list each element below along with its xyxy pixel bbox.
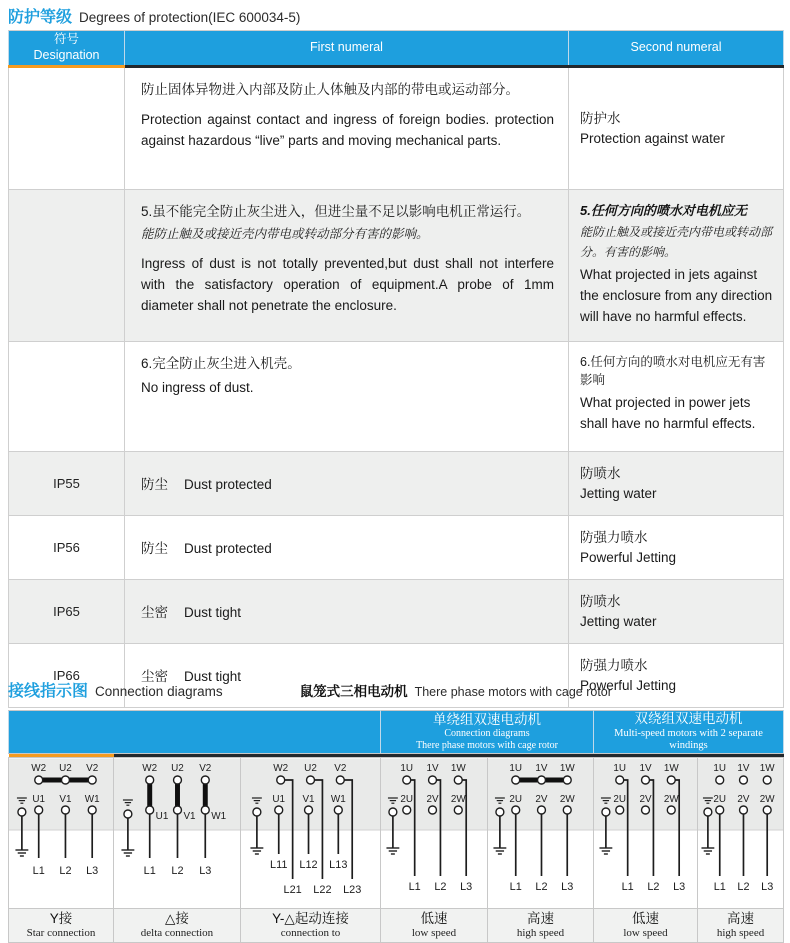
en-text: What projected in jets against the enclosure from any direction will have no harmful effects.: [580, 266, 773, 324]
caption-delta: [114, 909, 241, 943]
terminal-label: 2W: [450, 794, 466, 806]
ground-icon: [493, 798, 506, 854]
terminal-label: W2: [273, 763, 289, 775]
en-text: Jetting water: [580, 486, 657, 501]
line-label: L1: [713, 881, 726, 894]
line-label: L23: [343, 884, 362, 897]
terminal-label: 2W: [663, 794, 679, 806]
first-numeral-cell: [125, 342, 569, 452]
terminal-label: 2V: [426, 794, 439, 806]
second-numeral-cell: [569, 579, 784, 643]
terminal-label: U2: [59, 763, 72, 775]
terminal-label: V1: [302, 794, 315, 806]
section1-title: [8, 4, 300, 27]
ground-icon: [121, 800, 134, 856]
terminal-label: 2W: [559, 794, 575, 806]
zh-text: 防强力喷水: [580, 529, 648, 545]
line-label: L22: [313, 884, 332, 897]
caption-zh: 高速: [727, 911, 755, 927]
line-label: L1: [32, 865, 45, 878]
protection-table-header-row: [9, 31, 784, 67]
line-label: L2: [59, 865, 72, 878]
terminal-label: 1U: [713, 763, 727, 775]
line-label: L11: [270, 859, 288, 872]
header-designation-en: Designation: [33, 48, 100, 62]
terminal-label: W1: [84, 794, 100, 806]
line-label: L2: [535, 881, 548, 894]
caption-en: high speed: [516, 926, 565, 939]
terminal-label: 1V: [535, 763, 548, 775]
terminal-label: W2: [31, 763, 47, 775]
designation-cell: [9, 342, 125, 452]
terminal-label: W2: [142, 763, 158, 775]
double-winding-zh: 双绕组双速电动机: [634, 711, 743, 726]
diagram-single-low-speed: [381, 758, 488, 909]
line-label: L2: [434, 881, 447, 894]
section1-title-en: Degrees of protection(IEC 600034-5): [79, 10, 301, 25]
terminal-label: U1: [272, 794, 286, 806]
connection-diagrams-table: [8, 710, 784, 943]
line-label: L2: [737, 881, 750, 894]
terminal-label: 2U: [509, 794, 523, 806]
terminal-label: 1W: [663, 763, 679, 775]
terminal-label: 2W: [759, 794, 775, 806]
designation-cell: IP55: [9, 452, 125, 516]
line-label: L3: [199, 865, 212, 878]
second-numeral-cell: [569, 67, 784, 190]
zh-text: 防止固体异物进入内部及防止人体触及内部的带电或运动部分。: [141, 82, 519, 97]
terminal-label: 1U: [509, 763, 523, 775]
en-text: Protection against contact and ingress of foreign bodies. protection against hazardous “live” parts and moving mechanical parts.: [141, 112, 554, 148]
ground-icon: [701, 798, 714, 854]
caption-star-delta: [241, 909, 381, 943]
caption-en: low speed: [411, 926, 457, 939]
en-text: Protection against water: [580, 131, 725, 147]
zh-text: 防尘: [141, 477, 168, 493]
terminal-label: V1: [183, 811, 196, 823]
zh-text: 5.虽不能完全防止灰尘进入，但进尘量不足以影响电机正常运行。: [141, 204, 531, 219]
terminal-label: 1W: [559, 763, 575, 775]
caption-zh: 高速: [527, 911, 555, 927]
terminal-label: 2V: [639, 794, 652, 806]
terminal-label: 2U: [713, 794, 727, 806]
ground-icon: [250, 798, 263, 854]
diagram-star-connection: [9, 758, 114, 909]
section2-title-en: Connection diagrams: [95, 684, 223, 699]
zh-text: 尘密: [141, 605, 168, 621]
zh-text: 防喷水: [580, 466, 621, 481]
table-row: [9, 515, 784, 579]
terminal-label: W1: [211, 811, 227, 823]
line-label: L1: [143, 865, 156, 878]
caption-zh: Y-△起动连接: [272, 911, 349, 927]
terminal-label: 1U: [613, 763, 627, 775]
zh-text: 尘密: [141, 669, 168, 685]
caption-en: Star connection: [26, 926, 96, 939]
zh-text: 防喷水: [580, 593, 621, 609]
diagram-double-low-speed: [594, 758, 698, 909]
line-label: L3: [673, 881, 686, 894]
en-text: Jetting water: [580, 613, 657, 629]
zh-note-text: 能防止触及或接近壳内带电或转动部分有害的影响。: [141, 227, 429, 241]
terminal-label: 1V: [639, 763, 652, 775]
single-winding-zh: 单绕组双速电动机: [433, 711, 542, 727]
caption-row: [9, 909, 784, 943]
caption-zh: 低速: [632, 911, 660, 927]
table-row: [9, 190, 784, 342]
terminal-label: U2: [304, 763, 317, 775]
ground-icon: [386, 798, 399, 854]
section2-title: [8, 678, 612, 701]
section1-title-zh: 防护等级: [8, 9, 73, 26]
zh-text: 6.完全防止灰尘进入机壳。: [141, 356, 301, 371]
ground-icon: [15, 798, 28, 856]
line-label: L2: [171, 865, 184, 878]
double-winding-en: Multi-speed motors with 2 separate windings: [614, 727, 763, 752]
diagram-star-delta-start: [241, 758, 381, 909]
en-text: No ingress of dust.: [141, 380, 254, 395]
terminal-label: 1V: [737, 763, 750, 775]
caption-single-high: [488, 909, 594, 943]
en-text: Ingress of dust is not totally prevented,but dust shall not interfere with the satisfactory operation of equipment.A probe of 1mm diameter shall not penetrate the enclosure.: [141, 256, 554, 313]
caption-en: delta connection: [140, 926, 214, 939]
diagrams-header-row: [9, 711, 784, 754]
header-second-numeral: Second numeral: [569, 31, 784, 67]
caption-en: low speed: [623, 926, 668, 939]
terminal-label: 2V: [535, 794, 548, 806]
diagram-row: [9, 758, 784, 909]
en-text: What projected in power jets shall have no harmful effects.: [580, 395, 756, 431]
terminal-label: V2: [199, 763, 212, 775]
line-label: L1: [509, 881, 522, 894]
line-label: L13: [329, 859, 348, 872]
terminal-label: U2: [171, 763, 184, 775]
terminal-label: 1V: [426, 763, 439, 775]
table-row: [9, 342, 784, 452]
first-numeral-cell: [125, 515, 569, 579]
designation-cell: [9, 67, 125, 190]
line-label: L3: [460, 881, 473, 894]
zh-note-text: 能防止触及或接近壳内带电或转动部分。有害的影响。: [580, 225, 773, 260]
caption-zh: 低速: [420, 911, 448, 927]
caption-en: high speed: [716, 926, 765, 939]
designation-cell: IP65: [9, 579, 125, 643]
second-numeral-cell: [569, 515, 784, 579]
second-numeral-cell: [569, 190, 784, 342]
diagram-double-high-speed: [698, 758, 784, 909]
line-label: L3: [761, 881, 774, 894]
zh-text: 防强力喷水: [580, 657, 648, 673]
caption-zh: △接: [165, 911, 189, 927]
terminal-label: U1: [32, 794, 46, 806]
second-numeral-cell: [569, 342, 784, 452]
table-row: [9, 67, 784, 190]
line-label: L1: [621, 881, 634, 894]
first-numeral-cell: [125, 452, 569, 516]
table-row: [9, 452, 784, 516]
en-text: Dust tight: [184, 669, 242, 685]
designation-cell: IP66: [9, 643, 125, 707]
zh-text: 6.任何方向的喷水对电机应无有害影响: [580, 355, 766, 387]
zh-text: 防护水: [580, 111, 621, 127]
caption-en: connection to: [280, 926, 341, 939]
terminal-label: 2U: [613, 794, 627, 806]
designation-cell: [9, 190, 125, 342]
caption-star: [9, 909, 114, 943]
line-label: L12: [299, 859, 318, 872]
second-numeral-cell: [569, 452, 784, 516]
terminal-label: U1: [155, 811, 169, 823]
section2-title-zh: 接线指示图: [8, 683, 89, 700]
terminal-label: 1U: [400, 763, 414, 775]
protection-table: [8, 30, 784, 708]
terminal-label: 1W: [759, 763, 775, 775]
header-single-winding-group: [381, 711, 594, 754]
first-numeral-cell: [125, 190, 569, 342]
header-designation: [9, 31, 125, 67]
ground-icon: [599, 798, 612, 854]
line-label: L2: [647, 881, 660, 894]
line-label: L1: [408, 881, 421, 894]
line-label: L21: [283, 884, 302, 897]
first-numeral-cell: [125, 67, 569, 190]
header-first-numeral: First numeral: [125, 31, 569, 67]
caption-double-low: [594, 909, 698, 943]
line-label: L3: [86, 865, 99, 878]
caption-double-high: [698, 909, 784, 943]
en-text: Powerful Jetting: [580, 677, 677, 693]
first-numeral-cell: [125, 579, 569, 643]
terminal-label: W1: [330, 794, 346, 806]
caption-single-low: [381, 909, 488, 943]
terminal-label: 2V: [737, 794, 750, 806]
en-text: Powerful Jetting: [580, 549, 677, 565]
header-double-winding-group: [594, 711, 784, 754]
zh-heading-text: 5.任何方向的喷水对电机应无: [580, 203, 747, 218]
terminal-label: V2: [334, 763, 347, 775]
section2-subtitle-zh: 鼠笼式三相电动机: [299, 684, 408, 699]
terminal-label: 1W: [450, 763, 466, 775]
terminal-label: V1: [59, 794, 72, 806]
line-label: L3: [561, 881, 574, 894]
single-winding-en2: There phase motors with cage rotor: [416, 740, 558, 752]
terminal-label: 2U: [400, 794, 414, 806]
single-winding-en1: Connection diagrams: [444, 728, 530, 740]
diagram-delta-connection: [114, 758, 241, 909]
caption-zh: Y接: [49, 911, 73, 927]
header-blank-group: [9, 711, 381, 754]
terminal-label: V2: [86, 763, 99, 775]
diagram-single-high-speed: [488, 758, 594, 909]
table-row: [9, 579, 784, 643]
en-text: Dust tight: [184, 605, 242, 621]
en-text: Dust protected: [184, 541, 272, 557]
en-text: Dust protected: [184, 477, 272, 493]
section2-subtitle-en: There phase motors with cage rotor: [414, 685, 612, 699]
designation-cell: IP56: [9, 515, 125, 579]
header-designation-zh: 符号: [53, 32, 79, 47]
zh-text: 防尘: [141, 541, 168, 557]
